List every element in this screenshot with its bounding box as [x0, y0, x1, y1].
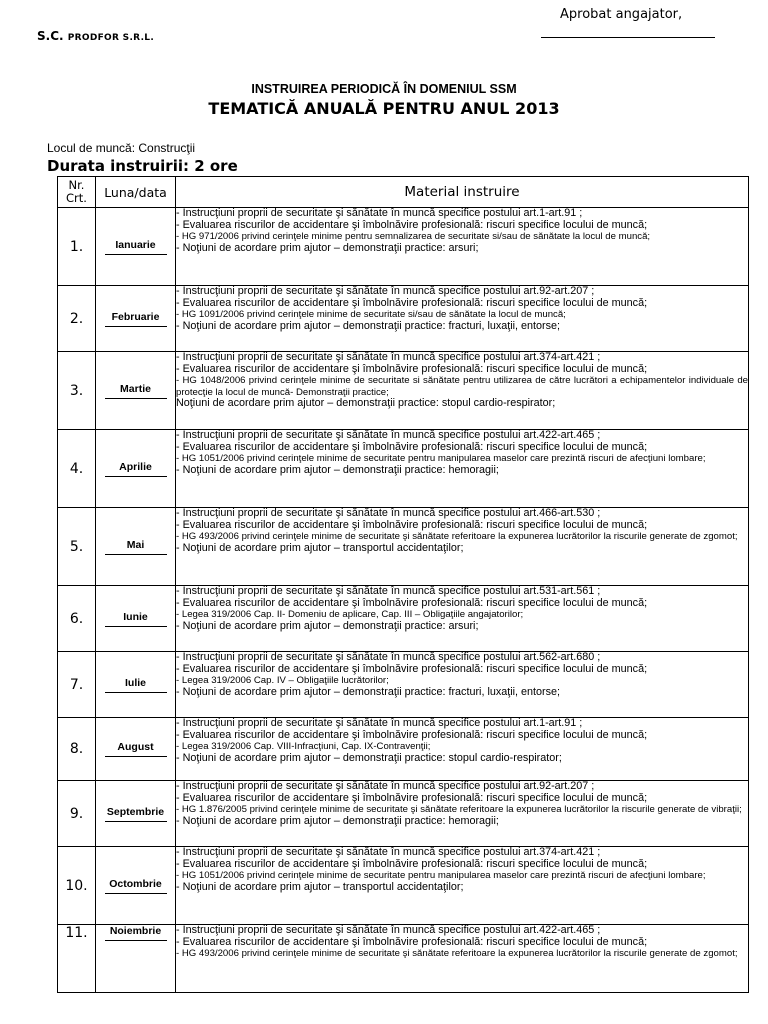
material-line: - Instrucţiuni proprii de securitate şi sănătate în muncă specifice postului art.374-art.421 ;	[176, 351, 601, 363]
date-blank-line	[105, 756, 167, 757]
training-material-cell	[176, 718, 749, 781]
month-name: Iunie	[123, 610, 148, 623]
row-number: 8.	[58, 718, 96, 781]
training-material-cell	[176, 847, 749, 925]
document-title: TEMATICĂ ANUALĂ PENTRU ANUL 2013	[208, 99, 560, 118]
material-line: - HG 1.876/2005 privind cerinţele minime de securitate şi sănătate referitoare la expunerea lucrătorilor la riscurile generate de vibraţii;	[176, 804, 742, 816]
month-name: Februarie	[111, 310, 160, 323]
material-line: - Instrucţiuni proprii de securitate şi sănătate în muncă specifice postului art.562-art.680 ;	[176, 651, 601, 663]
material-line: - Instrucţiuni proprii de securitate şi sănătate în muncă specifice postului art.1-art.91 ;	[176, 717, 583, 729]
month-cell	[96, 847, 176, 925]
material-line: - Noţiuni de acordare prim ajutor – transportul accidentaţilor;	[176, 541, 464, 554]
material-line: - Instrucţiuni proprii de securitate şi sănătate în muncă specifice postului art.466-art.530 ;	[176, 507, 601, 519]
training-material-cell	[176, 508, 749, 586]
row-number: 6.	[58, 586, 96, 652]
table-row	[58, 352, 749, 430]
training-material-cell	[176, 652, 749, 718]
material-line: - Noţiuni de acordare prim ajutor – demonstraţii practice: stopul cardio-respirator;	[176, 751, 562, 764]
month-name: Mai	[126, 538, 145, 551]
material-line: - Evaluarea riscurilor de accidentare şi îmbolnăvire profesională: riscuri specifice locului de muncă;	[176, 857, 648, 870]
material-line: - HG 1048/2006 privind cerinţele minime de securitate si sănătate pentru utilizarea de către lucrători a echipamentelor individuale de protecţie la locul de muncă- Demonstraţii practice;	[176, 375, 748, 398]
material-line: - HG 493/2006 privind cerinţele minime de securitate şi sănătate referitoare la expunerea lucrătorilor la riscurile generate de zgomot;	[176, 531, 738, 543]
date-blank-line	[105, 326, 167, 327]
table-row	[58, 430, 749, 508]
company-title: PRODFOR S.R.L.	[67, 33, 155, 43]
material-line: - Instrucţiuni proprii de securitate şi sănătate în muncă specifice postului art.422-art.465 ;	[176, 429, 601, 441]
row-number: 3.	[58, 352, 96, 430]
company-name	[37, 29, 154, 43]
material-line: - Noţiuni de acordare prim ajutor – demonstraţii practice: fracturi, luxaţii, entorse;	[176, 685, 561, 698]
date-blank-line	[105, 821, 167, 822]
month-cell	[96, 718, 176, 781]
material-line: - Evaluarea riscurilor de accidentare şi îmbolnăvire profesională: riscuri specifice locului de muncă;	[176, 362, 648, 375]
row-number: 10.	[58, 847, 96, 925]
date-blank-line	[105, 692, 167, 693]
material-line: - Evaluarea riscurilor de accidentare şi îmbolnăvire profesională: riscuri specifice locului de muncă;	[176, 791, 648, 804]
month-cell	[96, 352, 176, 430]
training-material-cell	[176, 286, 749, 352]
row-number: 2.	[58, 286, 96, 352]
month-cell	[96, 286, 176, 352]
month-name: Iulie	[124, 676, 146, 689]
column-header-material: Material instruire	[176, 177, 749, 208]
material-line: - HG 1051/2006 privind cerinţele minime de securitate pentru manipularea maselor care prezintă riscuri de afecţiuni lombare;	[176, 870, 706, 882]
table-row	[58, 847, 749, 925]
material-line: - Instrucţiuni proprii de securitate şi sănătate în muncă specifice postului art.374-art.421 ;	[176, 846, 601, 858]
month-cell	[96, 430, 176, 508]
row-number: 5.	[58, 508, 96, 586]
month-cell	[96, 652, 176, 718]
material-line: - Evaluarea riscurilor de accidentare şi îmbolnăvire profesională: riscuri specifice locului de muncă;	[176, 518, 648, 531]
row-number: 1.	[58, 208, 96, 286]
material-line: - Noţiuni de acordare prim ajutor – demonstraţii practice: hemoragii;	[176, 463, 499, 476]
material-line: - Evaluarea riscurilor de accidentare şi îmbolnăvire profesională: riscuri specifice locului de muncă;	[176, 728, 648, 741]
workplace-label: Locul de muncă: Construcţii	[47, 141, 196, 155]
material-line: - Evaluarea riscurilor de accidentare şi îmbolnăvire profesională: riscuri specifice locului de muncă;	[176, 218, 648, 231]
material-line: - HG 493/2006 privind cerinţele minime de securitate şi sănătate referitoare la expunerea lucrătorilor la riscurile generate de zgomot;	[176, 948, 738, 960]
material-line: - Legea 319/2006 Cap. IV – Obligaţiile lucrătorilor;	[176, 675, 389, 687]
month-name: Ianuarie	[115, 238, 156, 251]
material-line: - Evaluarea riscurilor de accidentare şi îmbolnăvire profesională: riscuri specifice locului de muncă;	[176, 935, 648, 948]
month-name: Martie	[120, 382, 151, 395]
date-blank-line	[105, 940, 167, 941]
table-row	[58, 925, 749, 993]
month-name: Noiembrie	[109, 925, 162, 937]
document-subtitle: INSTRUIREA PERIODICĂ ÎN DOMENIUL SSM	[251, 82, 517, 96]
material-line: - HG 1091/2006 privind cerinţele minime de securitate si/sau de sănătate la locul de muncă;	[176, 309, 566, 321]
company-prefix: S.C.	[37, 29, 64, 43]
training-material-cell	[176, 208, 749, 286]
month-cell	[96, 586, 176, 652]
training-material-cell	[176, 352, 749, 430]
table-row	[58, 286, 749, 352]
month-name: Aprilie	[119, 460, 152, 473]
material-line: - Evaluarea riscurilor de accidentare şi îmbolnăvire profesională: riscuri specifice locului de muncă;	[176, 440, 648, 453]
table-row	[58, 652, 749, 718]
table-header-row	[58, 177, 749, 208]
material-line: - Noţiuni de acordare prim ajutor – demonstraţii practice: fracturi, luxaţii, entorse;	[176, 319, 561, 332]
material-line: - Noţiuni de acordare prim ajutor – demonstraţii practice: arsuri;	[176, 619, 479, 632]
date-blank-line	[105, 398, 167, 399]
date-blank-line	[105, 554, 167, 555]
column-header-month: Luna/data	[96, 177, 176, 208]
material-line: - Instrucţiuni proprii de securitate şi sănătate în muncă specifice postului art.92-art.207 ;	[176, 285, 595, 297]
material-line: - Legea 319/2006 Cap. II- Domeniu de aplicare, Cap. III – Obligaţiile angajatorilor;	[176, 609, 524, 621]
table-row	[58, 508, 749, 586]
date-blank-line	[105, 476, 167, 477]
training-material-cell	[176, 430, 749, 508]
material-line: - Noţiuni de acordare prim ajutor – demonstraţii practice: hemoragii;	[176, 814, 499, 827]
row-number: 11.	[58, 925, 96, 993]
approval-label: Aprobat angajator,	[560, 7, 683, 22]
date-blank-line	[105, 254, 167, 255]
training-material-cell	[176, 781, 749, 847]
month-cell	[96, 925, 176, 993]
date-blank-line	[105, 626, 167, 627]
table-row	[58, 208, 749, 286]
material-line: - Evaluarea riscurilor de accidentare şi îmbolnăvire profesională: riscuri specifice locului de muncă;	[176, 662, 648, 675]
material-line: - Noţiuni de acordare prim ajutor – demonstraţii practice: arsuri;	[176, 241, 479, 254]
table-row	[58, 586, 749, 652]
date-blank-line	[105, 893, 167, 894]
month-cell	[96, 508, 176, 586]
material-line: - Noţiuni de acordare prim ajutor – transportul accidentaţilor;	[176, 880, 464, 893]
material-line: - HG 1051/2006 privind cerinţele minime de securitate pentru manipularea maselor care prezintă riscuri de afecţiuni lombare;	[176, 453, 706, 465]
training-material-cell	[176, 586, 749, 652]
table-row	[58, 718, 749, 781]
material-line: - HG 971/2006 privind cerinţele minime pentru semnalizarea de securitate si/sau de sănătate la locul de muncă;	[176, 231, 651, 243]
material-line: - Instrucţiuni proprii de securitate şi sănătate în muncă specifice postului art.531-art.561 ;	[176, 585, 601, 597]
material-line: - Instrucţiuni proprii de securitate şi sănătate în muncă specifice postului art.1-art.91 ;	[176, 207, 583, 219]
column-header-nr: Nr. Crt.	[58, 177, 96, 208]
material-line: - Legea 319/2006 Cap. VIII-Infracţiuni, Cap. IX-Contravenţii;	[176, 741, 431, 753]
material-line: - Instrucţiuni proprii de securitate şi sănătate în muncă specifice postului art.422-art.465 ;	[176, 924, 601, 936]
month-cell	[96, 208, 176, 286]
signature-line	[541, 37, 715, 38]
month-name: August	[117, 741, 154, 753]
month-cell	[96, 781, 176, 847]
material-line: - Instrucţiuni proprii de securitate şi sănătate în muncă specifice postului art.92-art.207 ;	[176, 780, 595, 792]
row-number: 7.	[58, 652, 96, 718]
duration-label: Durata instruirii: 2 ore	[47, 157, 238, 175]
month-name: Octombrie	[109, 877, 162, 890]
material-line: - Evaluarea riscurilor de accidentare şi îmbolnăvire profesională: riscuri specifice locului de muncă;	[176, 596, 648, 609]
month-name: Septembrie	[106, 805, 165, 818]
training-material-cell	[176, 925, 749, 993]
material-line: Noţiuni de acordare prim ajutor – demonstraţii practice: stopul cardio-respirator;	[176, 397, 556, 410]
training-plan-table	[57, 176, 749, 993]
row-number: 9.	[58, 781, 96, 847]
table-row	[58, 781, 749, 847]
row-number: 4.	[58, 430, 96, 508]
table-body	[58, 208, 749, 993]
material-line: - Evaluarea riscurilor de accidentare şi îmbolnăvire profesională: riscuri specifice locului de muncă;	[176, 296, 648, 309]
